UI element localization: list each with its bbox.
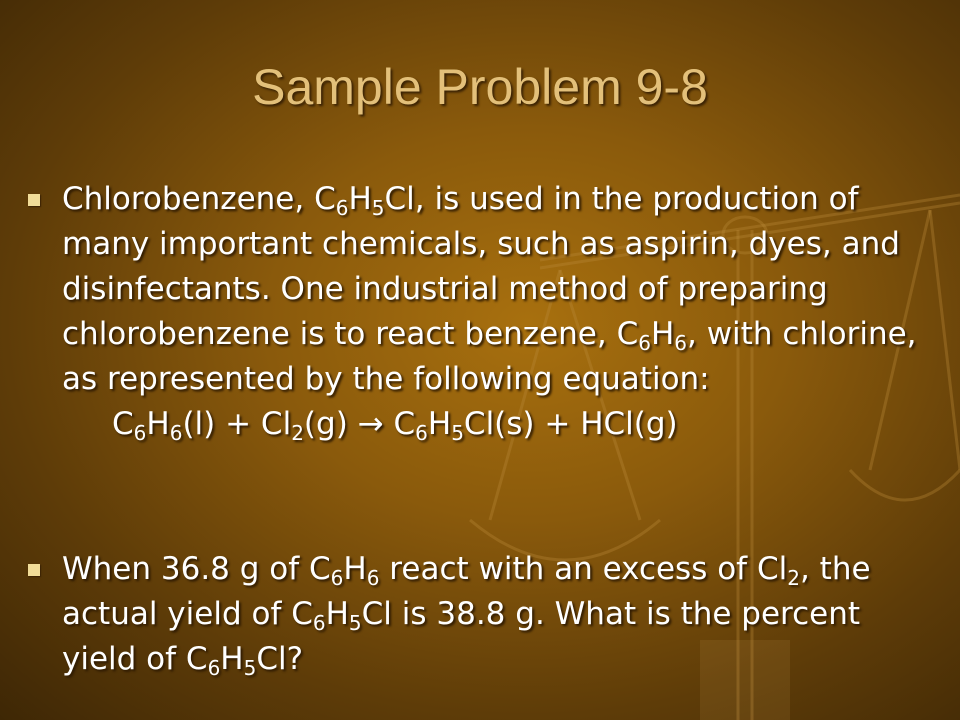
text-segment: (g) [303,406,358,442]
text-segment: Cl(s) + HCl(g) [463,406,678,442]
text-segment: C [383,406,416,442]
text-segment: , with chlorine, as represented by the following equation: [62,316,917,397]
subscript: 6 [366,566,380,590]
square-bullet-icon [28,194,40,206]
bullet-text [62,547,933,682]
text-segment: Cl? [256,641,304,677]
text-segment: C [112,406,134,442]
subscript: 5 [451,421,464,445]
text-segment: Cl is 38.8 g. What is the percent yield of C [62,596,861,677]
subscript: 6 [335,196,349,220]
subscript: 2 [291,421,304,445]
subscript: 6 [638,331,651,355]
text-segment: When 36.8 g of C [62,551,331,587]
text-segment: , the actual yield of C [62,551,871,632]
subscript: 6 [207,656,221,680]
subscript: 2 [787,566,800,590]
chemical-equation [62,402,933,447]
text-segment: H [427,406,452,442]
text-segment: Chlorobenzene, C [62,181,336,217]
text-segment: H [325,596,349,632]
text-segment: H [650,316,675,352]
subscript: 6 [330,566,344,590]
bullet-item-question [28,547,933,682]
subscript: 6 [312,611,326,635]
subscript: 6 [415,421,428,445]
text-segment: H [220,641,244,677]
subscript: 6 [674,331,687,355]
bullet-text [62,177,933,447]
text-segment: Cl, is used in the production of many important chemicals, such as aspirin, dyes, and disinfectants. One industrial method of preparing chlorobenzene is to react benzene, C [62,181,900,352]
slide-title: Sample Problem 9-8 [252,59,708,115]
bullet-item-chlorobenzene [28,177,933,447]
text-segment: H [348,181,372,217]
subscript: 5 [243,656,257,680]
subscript: 5 [348,611,362,635]
text-segment: (l) + Cl [182,406,292,442]
subscript: 6 [133,421,147,445]
text-segment: H [343,551,367,587]
reaction-arrow-icon: → [357,406,384,442]
subscript: 5 [371,196,385,220]
text-segment: H [146,406,170,442]
text-segment: react with an excess of Cl [379,551,788,587]
square-bullet-icon [28,564,40,576]
subscript: 6 [169,421,183,445]
